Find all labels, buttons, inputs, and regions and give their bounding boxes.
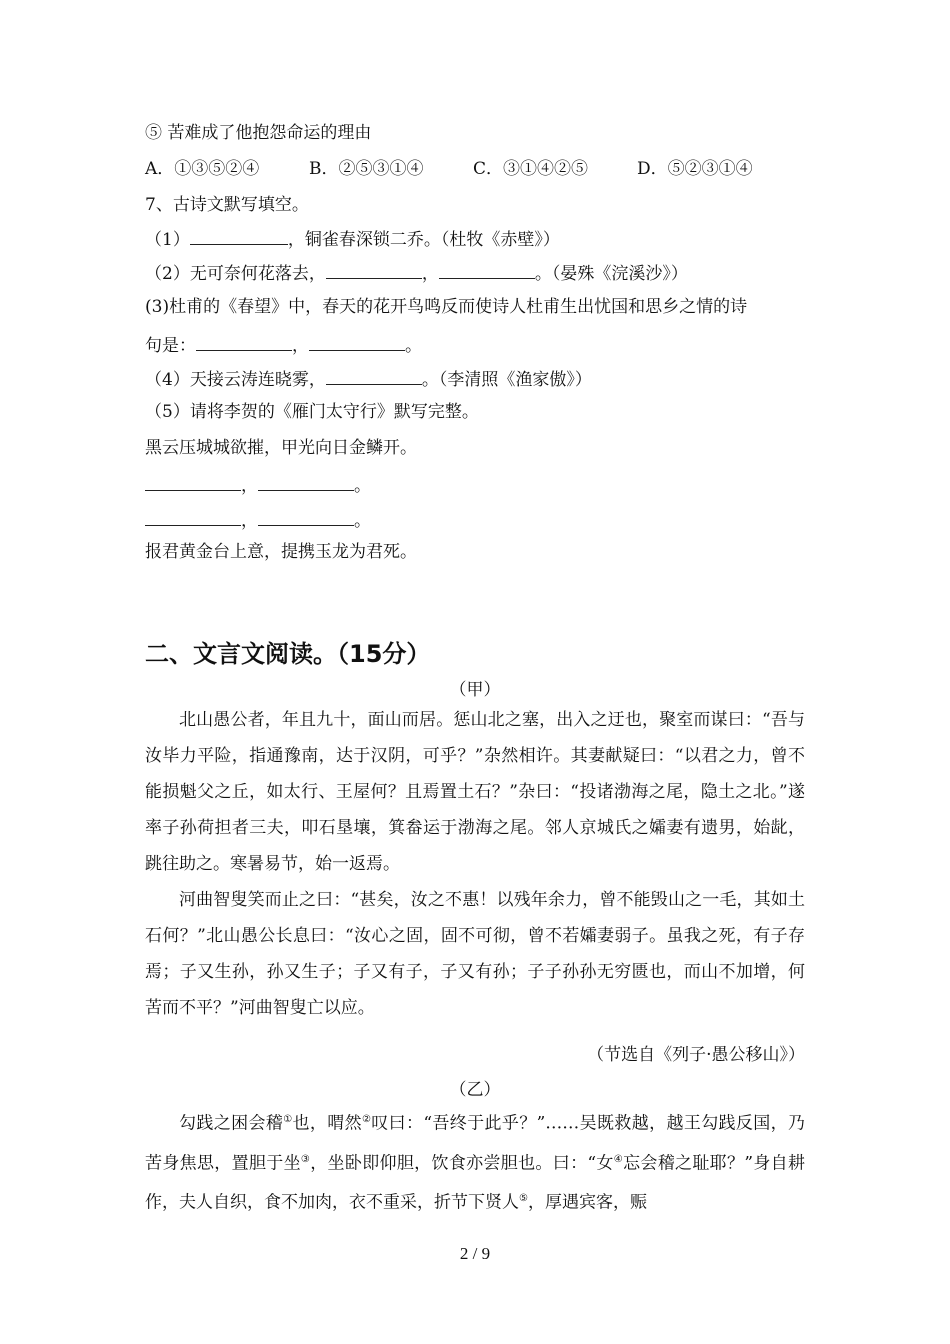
q7-5-blank-line-2 bbox=[145, 509, 371, 531]
yi-text: 忘会稽之耻耶？”身自耕作，夫人自织，食不加肉，衣不重采，折节下贤人 bbox=[145, 1153, 805, 1213]
option-d: D．⑤②③①④ bbox=[637, 159, 753, 179]
option-b: B．②⑤③①④ bbox=[309, 159, 424, 179]
footnote-marker: ⑤ bbox=[519, 1193, 528, 1205]
passage-jia bbox=[145, 702, 805, 1026]
item-5: ⑤ 苦难成了他抱怨命运的理由 bbox=[145, 123, 372, 143]
passage-yi bbox=[145, 1102, 805, 1221]
q7-5-title: （5）请将李贺的《雁门太守行》默写完整。 bbox=[145, 402, 479, 422]
q7-3-mid: ， bbox=[292, 336, 309, 356]
page-number: 2 / 9 bbox=[459, 1244, 491, 1263]
answer-blank bbox=[145, 474, 241, 491]
q7-3-prefix: 句是： bbox=[145, 336, 196, 356]
q7-4 bbox=[145, 368, 592, 390]
q7-5-line1: 黑云压城城欲摧，甲光向日金鳞开。 bbox=[145, 438, 417, 458]
answer-blank bbox=[258, 474, 354, 491]
passage-jia-p2: 河曲智叟笑而止之曰：“甚矣，汝之不惠！以残年余力，曾不能毁山之一毛，其如土石何？”北山愚公长息曰：“汝心之固，固不可彻，曾不若孀妻弱子。虽我之死，有子存焉；子又生孙，孙又生子；子又有子，子又有孙；子子孙孙无穷匮也，而山不加增，何苦而不平？”河曲智叟亡以应。 bbox=[145, 890, 805, 1018]
passage-jia-source: （节选自《列子·愚公移山》） bbox=[587, 1045, 805, 1065]
options-row bbox=[145, 159, 753, 179]
footnote-marker: ③ bbox=[300, 1153, 311, 1165]
comma: ， bbox=[241, 511, 258, 531]
q7-1 bbox=[145, 228, 560, 250]
answer-blank bbox=[258, 509, 354, 526]
q7-2 bbox=[145, 262, 688, 284]
passage-jia-p1: 北山愚公者，年且九十，面山而居。惩山北之塞，出入之迂也，聚室而谋曰：“吾与汝毕力平险，指通豫南，达于汉阴，可乎？”杂然相许。其妻献疑曰：“以君之力，曾不能损魁父之丘，如太行、王屋何？且焉置土石？”杂曰：“投诸渤海之尾，隐土之北。”遂率子孙荷担者三夫，叩石垦壤，箕畚运于渤海之尾。邻人京城氏之孀妻有遗男，始龀，跳往助之。寒暑易节，始一返焉。 bbox=[145, 710, 805, 874]
comma: ， bbox=[241, 476, 258, 496]
q7-1-prefix: （1） bbox=[145, 230, 190, 250]
option-a: A．①③⑤②④ bbox=[145, 159, 260, 179]
q7-3-line2 bbox=[145, 334, 422, 356]
yi-text: 叹曰：“吾终于此乎？”……吴既救越，越王勾践反国，乃苦身焦思，置胆于坐 bbox=[145, 1113, 806, 1174]
q7-2-mid: ， bbox=[421, 264, 439, 284]
answer-blank bbox=[196, 334, 292, 351]
yi-text: 勾践之困会稽 bbox=[179, 1113, 284, 1134]
passage-jia-label: （甲） bbox=[449, 680, 501, 700]
section-heading: 二、文言文阅读。（15分） bbox=[145, 640, 431, 668]
passage-yi-label: （乙） bbox=[449, 1080, 501, 1100]
yi-text: ，坐卧即仰胆，饮食亦尝胆也。曰：“女 bbox=[310, 1153, 614, 1174]
q7-2-prefix: （2）无可奈何花落去， bbox=[145, 264, 326, 284]
yi-text: ，厚遇宾客，赈 bbox=[527, 1192, 647, 1213]
period: 。 bbox=[354, 476, 371, 496]
q7-3-line1: (3)杜甫的《春望》中，春天的花开鸟鸣反而使诗人杜甫生出忧国和思乡之情的诗 bbox=[145, 297, 748, 317]
answer-blank bbox=[439, 262, 535, 279]
q7-2-suffix: 。（晏殊《浣溪沙》） bbox=[534, 264, 688, 284]
q7-5-blank-line-1 bbox=[145, 474, 371, 496]
answer-blank bbox=[145, 509, 241, 526]
q7-5-last-line: 报君黄金台上意，提携玉龙为君死。 bbox=[145, 542, 417, 562]
answer-blank bbox=[326, 368, 422, 385]
footnote-marker: ② bbox=[361, 1114, 372, 1125]
option-c: C．③①④②⑤ bbox=[473, 159, 589, 179]
yi-text: 也，喟然 bbox=[292, 1113, 362, 1134]
answer-blank bbox=[326, 262, 422, 279]
answer-blank bbox=[309, 334, 405, 351]
q7-1-suffix: ，铜雀春深锁二乔。（杜牧《赤壁》） bbox=[287, 230, 560, 250]
q7-4-suffix: 。（李清照《渔家傲》） bbox=[421, 370, 592, 390]
footnote-marker: ① bbox=[283, 1114, 293, 1125]
footnote-marker: ④ bbox=[613, 1153, 624, 1165]
answer-blank bbox=[190, 228, 288, 245]
period: 。 bbox=[354, 511, 371, 531]
q7-4-prefix: （4）天接云涛连晓雾， bbox=[145, 370, 326, 390]
q7-title: 7、古诗文默写填空。 bbox=[145, 195, 309, 215]
q7-3-suffix: 。 bbox=[405, 336, 422, 356]
passage-yi-p1 bbox=[145, 1102, 805, 1221]
